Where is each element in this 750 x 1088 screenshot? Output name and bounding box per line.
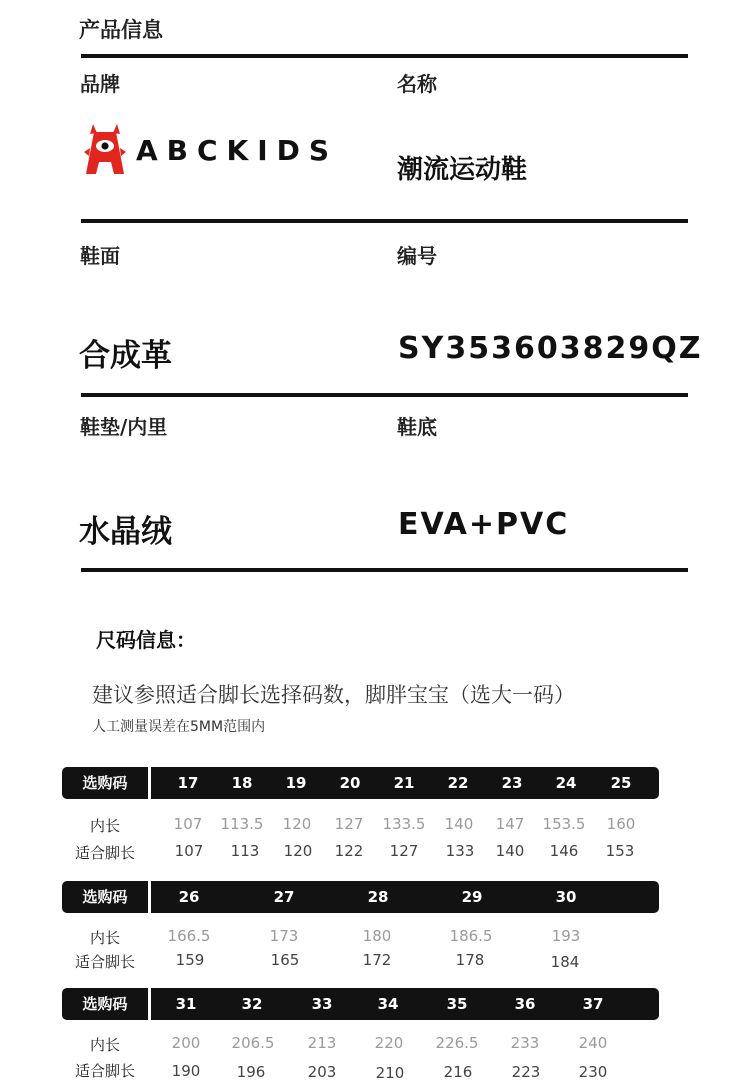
size-number: 23 bbox=[501, 774, 523, 792]
size-number: 21 bbox=[393, 774, 415, 792]
size-number: 20 bbox=[339, 774, 361, 792]
foot-length-cell: 127 bbox=[389, 842, 419, 860]
size-advice: 建议参照适合脚长选择码数，脚胖宝宝（选大一码） bbox=[92, 683, 575, 707]
code-value: SY353603829QZ bbox=[398, 331, 703, 366]
foot-length-cell: 107 bbox=[174, 842, 204, 860]
size-table-header bbox=[62, 881, 659, 913]
size-number: 36 bbox=[514, 995, 536, 1013]
foot-length-label: 适合脚长 bbox=[74, 953, 136, 971]
size-number: 35 bbox=[446, 995, 468, 1013]
foot-length-cell: 120 bbox=[283, 842, 313, 860]
header-separator bbox=[148, 988, 151, 1020]
product-name-value: 潮流运动鞋 bbox=[397, 155, 528, 185]
size-number: 27 bbox=[273, 888, 295, 906]
size-header-label: 选购码 bbox=[82, 774, 128, 792]
size-header-label: 选购码 bbox=[82, 888, 128, 906]
code-label: 编号 bbox=[397, 244, 437, 268]
brand-logo-text: ABCKIDS bbox=[136, 134, 339, 167]
inner-length-cell: 233 bbox=[510, 1034, 540, 1052]
brand-logo bbox=[84, 124, 339, 176]
inner-length-cell: 220 bbox=[374, 1034, 404, 1052]
upper-value: 合成革 bbox=[79, 338, 172, 374]
inner-length-cell: 206.5 bbox=[231, 1034, 275, 1052]
inner-length-cell: 127 bbox=[334, 815, 364, 833]
size-number: 24 bbox=[555, 774, 577, 792]
foot-length-cell: 165 bbox=[270, 951, 300, 969]
size-number: 19 bbox=[285, 774, 307, 792]
size-number: 17 bbox=[177, 774, 199, 792]
size-table-header bbox=[62, 767, 659, 799]
inner-length-cell: 153.5 bbox=[542, 815, 586, 833]
size-number: 31 bbox=[175, 995, 197, 1013]
measurement-note: 人工测量误差在5MM范围内 bbox=[92, 719, 266, 735]
inner-length-cell: 180 bbox=[362, 927, 392, 945]
foot-length-label: 适合脚长 bbox=[74, 844, 136, 862]
foot-length-cell: 223 bbox=[511, 1063, 541, 1081]
inner-length-cell: 193 bbox=[551, 927, 581, 945]
inner-length-cell: 140 bbox=[444, 815, 474, 833]
inner-length-cell: 186.5 bbox=[449, 927, 493, 945]
divider bbox=[81, 54, 688, 58]
header-separator bbox=[148, 881, 151, 913]
size-header-label: 选购码 bbox=[82, 995, 128, 1013]
sole-value: EVA+PVC bbox=[398, 507, 570, 542]
foot-length-cell: 159 bbox=[175, 951, 205, 969]
foot-length-cell: 203 bbox=[307, 1063, 337, 1081]
size-number: 30 bbox=[555, 888, 577, 906]
inner-length-cell: 213 bbox=[307, 1034, 337, 1052]
inner-length-label: 内长 bbox=[89, 929, 121, 947]
size-info-title: 尺码信息： bbox=[96, 628, 196, 652]
foot-length-cell: 178 bbox=[455, 951, 485, 969]
header-separator bbox=[148, 767, 151, 799]
size-number: 25 bbox=[610, 774, 632, 792]
foot-length-cell: 190 bbox=[171, 1062, 201, 1080]
size-number: 34 bbox=[377, 995, 399, 1013]
size-number: 37 bbox=[582, 995, 604, 1013]
size-number: 33 bbox=[311, 995, 333, 1013]
sole-label: 鞋底 bbox=[397, 415, 437, 439]
size-number: 28 bbox=[367, 888, 389, 906]
divider bbox=[81, 393, 688, 397]
foot-length-cell: 153 bbox=[605, 842, 635, 860]
foot-length-cell: 196 bbox=[236, 1063, 266, 1081]
divider bbox=[81, 219, 688, 223]
product-info-title: 产品信息 bbox=[79, 18, 163, 42]
size-number: 32 bbox=[241, 995, 263, 1013]
inner-length-cell: 107 bbox=[173, 815, 203, 833]
size-number: 26 bbox=[178, 888, 200, 906]
inner-length-cell: 226.5 bbox=[435, 1034, 479, 1052]
foot-length-cell: 172 bbox=[362, 951, 392, 969]
inner-length-cell: 166.5 bbox=[167, 927, 211, 945]
divider bbox=[81, 568, 688, 572]
brand-label: 品牌 bbox=[80, 72, 120, 96]
size-table-header bbox=[62, 988, 659, 1020]
lining-value: 水晶绒 bbox=[79, 514, 172, 550]
foot-length-cell: 122 bbox=[334, 842, 364, 860]
foot-length-cell: 146 bbox=[549, 842, 579, 860]
foot-length-cell: 210 bbox=[375, 1064, 405, 1082]
foot-length-label: 适合脚长 bbox=[74, 1062, 136, 1080]
size-number: 29 bbox=[461, 888, 483, 906]
monster-logo-icon bbox=[84, 124, 128, 176]
inner-length-cell: 173 bbox=[269, 927, 299, 945]
inner-length-cell: 147 bbox=[495, 815, 525, 833]
foot-length-cell: 113 bbox=[230, 842, 260, 860]
inner-length-cell: 133.5 bbox=[382, 815, 426, 833]
size-number: 22 bbox=[447, 774, 469, 792]
inner-length-cell: 160 bbox=[606, 815, 636, 833]
foot-length-cell: 216 bbox=[443, 1063, 473, 1081]
foot-length-cell: 184 bbox=[550, 953, 580, 971]
inner-length-cell: 240 bbox=[578, 1034, 608, 1052]
name-label: 名称 bbox=[397, 72, 437, 96]
inner-length-label: 内长 bbox=[89, 1036, 121, 1054]
inner-length-label: 内长 bbox=[89, 817, 121, 835]
inner-length-cell: 120 bbox=[282, 815, 312, 833]
foot-length-cell: 133 bbox=[445, 842, 475, 860]
inner-length-cell: 113.5 bbox=[220, 815, 264, 833]
foot-length-cell: 230 bbox=[578, 1063, 608, 1081]
size-number: 18 bbox=[231, 774, 253, 792]
inner-length-cell: 200 bbox=[171, 1034, 201, 1052]
foot-length-cell: 140 bbox=[495, 842, 525, 860]
lining-label: 鞋垫/内里 bbox=[80, 415, 168, 439]
upper-label: 鞋面 bbox=[80, 244, 120, 268]
